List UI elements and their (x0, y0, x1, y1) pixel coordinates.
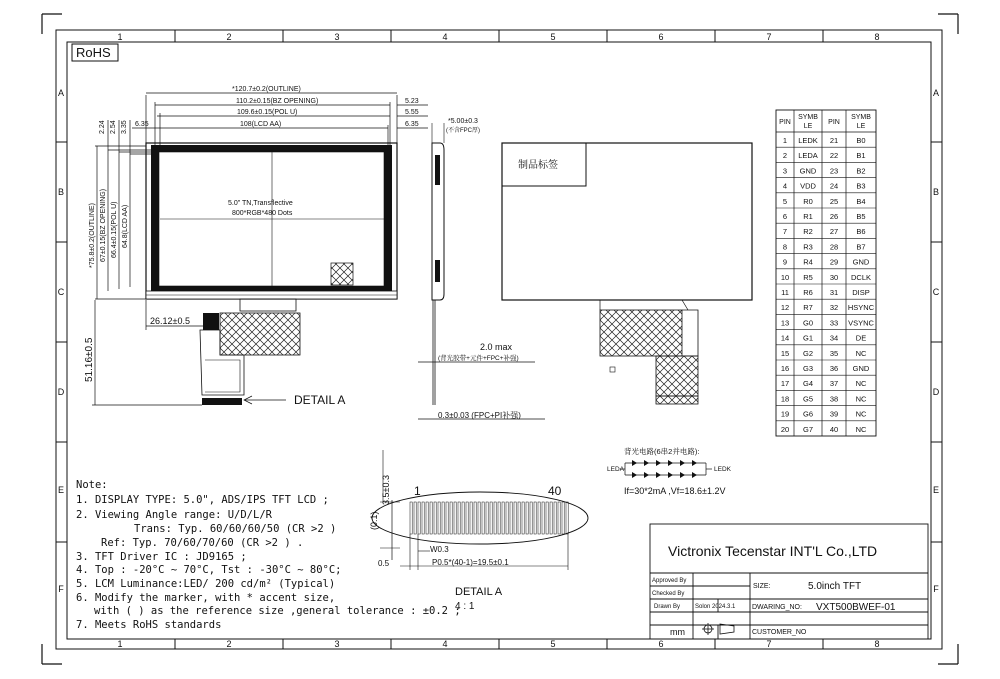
detail-pin (502, 502, 504, 534)
pin-table-cell: B2 (856, 166, 866, 176)
pin-table-cell: 34 (829, 333, 839, 343)
approved-by: Approved By (652, 578, 687, 584)
dim-fpc-offset: 26.12±0.5 (150, 316, 190, 326)
pin-table-cell: GND (852, 364, 870, 373)
pin-table-cell: R6 (803, 288, 813, 297)
col-label-1-bottom: 1 (117, 639, 123, 649)
pin-table-cell: 36 (829, 364, 839, 373)
pin-table-cell: 7 (782, 227, 788, 237)
detail-pin (498, 502, 500, 534)
pin-table-cell: VSYNC (848, 318, 874, 328)
detail-pin (518, 502, 520, 534)
pin-table-cell: 40 (829, 424, 839, 434)
note-line-3: Trans: Typ. 60/60/60/50 (CR >2 ) (134, 523, 337, 535)
row-label-d: D (57, 387, 65, 397)
pin-table-cell: DE (855, 333, 867, 343)
dim-thickness: *5.00±0.3 (448, 118, 478, 125)
detail-pin (458, 502, 460, 534)
dim-aa-height: 64.8(LCD AA) (122, 204, 129, 248)
pin-table-cell: G0 (802, 318, 814, 328)
dim-bz-width: 110.2±0.15(BZ OPENING) (236, 98, 319, 105)
title-block (650, 524, 928, 639)
pin-table-cell: B3 (856, 181, 866, 191)
row-label-b: B (57, 187, 65, 197)
pin-table-cell: G7 (802, 424, 814, 434)
pin-table-cell: 19 (780, 409, 790, 419)
pin-table-cell: DCLK (850, 272, 872, 282)
detail-d05: 0.5 (378, 559, 390, 568)
row-label-f: F (58, 584, 64, 594)
notes (76, 479, 461, 631)
pin-table-cell: 13 (780, 318, 790, 328)
row-label-a: A (57, 88, 65, 98)
detail-pin (422, 502, 424, 534)
detail-pin (554, 502, 556, 534)
note-line-6: 4. Top : -20°C ~ 70°C, Tst : -30°C ~ 80°C; (76, 564, 342, 576)
dim-r-635: 6.35 (405, 121, 419, 128)
pin-table-cell: G5 (802, 394, 814, 404)
pin-table-header: SYMB LE (798, 114, 818, 130)
detail-w03: W0.3 (430, 545, 449, 554)
dim-pol-width: 109.6±0.15(POL U) (237, 109, 298, 116)
dim-outline-height: *75.8±0.2(OUTLINE) (89, 203, 96, 268)
pin-table-cell: R1 (803, 212, 813, 221)
drawn-name: Solon 2024.3.1 (695, 604, 736, 610)
detail-pin (494, 502, 496, 534)
col-label-1: 1 (117, 32, 123, 42)
pin-table-cell: G2 (802, 348, 814, 358)
dim-max-thickness: 2.0 max (480, 342, 513, 352)
pin-table-cell: 17 (780, 379, 790, 389)
size-value: 5.0inch TFT (808, 581, 862, 592)
pin-table-cell: 29 (829, 257, 839, 267)
row-label-f-right: F (933, 584, 939, 594)
detail-scale: 4 : 1 (455, 601, 475, 612)
note-line-5: 3. TFT Driver IC : JD9165 ; (76, 551, 247, 563)
backlight-spec: If=30*2mA ,Vf=18.6±1.2V (624, 486, 726, 496)
detail-pitch: P0.5*(40-1)=19.5±0.1 (432, 558, 509, 567)
dim-l-335: 3.35 (121, 120, 128, 134)
backlight-circuit (607, 446, 732, 496)
detail-pin (466, 502, 468, 534)
pin-table-cell: B5 (856, 212, 866, 221)
pin-table-cell: 26 (829, 212, 839, 221)
dim-thickness-note: (不含FPC厚) (446, 128, 480, 134)
col-label-4: 4 (442, 32, 448, 42)
panel-type-label: 5.0" TN,Transflective (228, 200, 293, 207)
col-label-5: 5 (550, 32, 556, 42)
pin-table-cell: G1 (802, 333, 814, 343)
row-label-a-right: A (932, 88, 940, 98)
row-label-d-right: D (932, 387, 940, 397)
note-line-1: 1. DISPLAY TYPE: 5.0", ADS/IPS TFT LCD ; (76, 494, 329, 506)
checked-by: Checked By (652, 591, 685, 597)
detail-pin (470, 502, 472, 534)
pin-table-cell: 27 (829, 227, 839, 237)
notes-header: Note: (76, 479, 108, 491)
ledk-label: LEDK (714, 466, 731, 473)
detail-pin (442, 502, 444, 534)
detail-pin (486, 502, 488, 534)
pin-table-cell: 8 (782, 242, 788, 252)
back-view (502, 143, 752, 404)
col-label-2-bottom: 2 (226, 639, 232, 649)
note-line-10: 7. Meets RoHS standards (76, 619, 222, 631)
pin-table-cell: 1 (782, 136, 788, 145)
drawing-no-label: DWARING_NO: (752, 604, 802, 611)
detail-title: DETAIL A (455, 586, 503, 598)
detail-a-callout: DETAIL A (294, 393, 346, 407)
pin-table-cell: B0 (856, 136, 866, 145)
row-label-c: C (57, 287, 65, 297)
dim-aa-width: 108(LCD AA) (240, 121, 282, 128)
pin-table-cell: 14 (780, 333, 790, 343)
pin-table-header: PIN (779, 119, 791, 126)
dim-fpc-length: 51.16±0.5 (84, 337, 95, 382)
pin-table-cell: LEDA (798, 151, 818, 161)
col-label-8: 8 (874, 32, 880, 42)
front-view (84, 86, 428, 407)
pin-table-cell: G3 (802, 364, 814, 373)
pin-table-cell: 32 (829, 303, 839, 313)
pin-table-cell: B1 (856, 151, 866, 161)
col-label-5-bottom: 5 (550, 639, 556, 649)
col-label-2: 2 (226, 32, 232, 42)
leda-label: LEDA (607, 466, 624, 473)
pin-table-cell: HSYNC (847, 303, 875, 313)
detail-pin (542, 502, 544, 534)
pin-table-cell: 11 (781, 288, 789, 297)
row-label-e-right: E (932, 485, 940, 495)
detail-pin (490, 502, 492, 534)
detail-pin (462, 502, 464, 534)
detail-pin (474, 502, 476, 534)
detail-pin (526, 502, 528, 534)
detail-pin (430, 502, 432, 534)
col-label-3: 3 (334, 32, 340, 42)
dim-bz-height: 67±0.15(BZ OPENING) (100, 188, 107, 262)
pin-table-cell: 16 (780, 364, 790, 373)
row-label-e: E (57, 485, 65, 495)
pin-table-cell: 2 (782, 151, 788, 161)
detail-pin (450, 502, 452, 534)
pin-table-cell: 28 (829, 242, 839, 252)
detail-pin (454, 502, 456, 534)
pin-table-header: SYMB LE (851, 114, 871, 130)
detail-pin (482, 502, 484, 534)
detail-pin (506, 502, 508, 534)
row-label-b-right: B (932, 187, 940, 197)
detail-pin (522, 502, 524, 534)
pin-table-cell: NC (855, 394, 867, 404)
pin-table-cell: 35 (829, 348, 839, 358)
drawing-no-value: VXT500BWEF-01 (816, 602, 896, 613)
detail-pin40: 40 (548, 484, 562, 498)
pin-table-cell: LEDK (798, 136, 818, 145)
dim-pol-height: 66.4±0.15(POL U) (111, 201, 118, 258)
col-label-6: 6 (658, 32, 664, 42)
note-line-9: with ( ) as the reference size ,general tolerance : ±0.2 ; (94, 605, 461, 617)
pin-table-cell: 10 (780, 272, 790, 282)
pin-table-cell: DISP (852, 288, 870, 297)
pin-table-cell: R5 (803, 272, 813, 282)
pin-table-cell: VDD (800, 181, 816, 191)
row-label-c-right: C (932, 287, 940, 297)
detail-pin (434, 502, 436, 534)
detail-pin (514, 502, 516, 534)
pin-table-cell: R0 (803, 196, 813, 206)
note-line-8: 6. Modify the marker, with * accent size, (76, 592, 336, 604)
detail-pin (530, 502, 532, 534)
pin-table-cell: R3 (803, 242, 813, 252)
rohs-label: RoHS (76, 45, 111, 60)
pin-table-cell: 33 (829, 318, 839, 328)
detail-pin (426, 502, 428, 534)
col-label-7-bottom: 7 (766, 639, 772, 649)
pin-table-cell: 24 (829, 181, 839, 191)
size-label: SIZE: (753, 583, 771, 590)
detail-pin (538, 502, 540, 534)
col-label-7: 7 (766, 32, 772, 42)
detail-pin (534, 502, 536, 534)
pin-table-cell: 37 (829, 379, 839, 389)
detail-pin (438, 502, 440, 534)
pin-table-cell: GND (852, 257, 870, 267)
pin-table-cell: 38 (829, 394, 839, 404)
pin-table-cell: NC (855, 424, 867, 434)
col-label-6-bottom: 6 (658, 639, 664, 649)
company-name: Victronix Tecenstar INT'L Co.,LTD (668, 543, 878, 559)
detail-pin (414, 502, 416, 534)
col-label-4-bottom: 4 (442, 639, 448, 649)
label-sticker: 制品标签 (518, 160, 558, 171)
detail-t01: (0.1) (369, 511, 379, 530)
pin-table-cell: R2 (803, 227, 813, 237)
pin-table-cell: B6 (856, 227, 866, 237)
pin-table-cell: 30 (829, 272, 839, 282)
pin-table-cell: 18 (780, 394, 790, 404)
detail-pin (550, 502, 552, 534)
dim-l-254: 2.54 (110, 120, 117, 134)
pin-table-cell: 3 (782, 166, 788, 176)
pin-table-header: PIN (828, 119, 840, 126)
note-line-2: 2. Viewing Angle range: U/D/L/R (76, 509, 272, 521)
col-label-8-bottom: 8 (874, 639, 880, 649)
dim-outline-width: *120.7±0.2(OUTLINE) (232, 86, 301, 93)
dim-fpc-thickness: 0.3±0.03 (FPC+PI补强) (438, 411, 521, 420)
pin-table-cell: G4 (802, 379, 814, 389)
dim-r-523: 5.23 (405, 98, 419, 105)
pin-table-cell: B4 (856, 196, 866, 206)
pin-table-cell: R4 (803, 257, 813, 267)
detail-pin (418, 502, 420, 534)
pin-table (776, 110, 876, 436)
pin-table-cell: 20 (780, 424, 790, 434)
pin-table-cell: 23 (829, 166, 839, 176)
pin-table-cell: 6 (782, 212, 788, 221)
detail-pin (410, 502, 412, 534)
pin-table-cell: NC (855, 409, 867, 419)
pin-table-cell: GND (799, 166, 817, 176)
drawn-by: Drawn By (654, 604, 681, 610)
dim-r-555: 5.55 (405, 109, 419, 116)
dim-left-aa: 6.35 (135, 121, 149, 128)
detail-pin (562, 502, 564, 534)
detail-pin (478, 502, 480, 534)
pin-table-cell: 25 (829, 196, 839, 206)
dim-max-note: (背光胶带+元件+FPC+补强) (438, 355, 519, 362)
detail-pins (410, 502, 568, 534)
pin-table-cell: 15 (780, 348, 790, 358)
customer-no-label: CUSTOMER_NO (752, 629, 807, 636)
pin-table-cell: 5 (782, 196, 788, 206)
detail-a (369, 450, 588, 612)
pin-table-cell: 12 (780, 303, 790, 313)
detail-pin (546, 502, 548, 534)
panel-resolution-label: 800*RGB*480 Dots (232, 210, 293, 217)
pin-table-cell: NC (855, 348, 867, 358)
pin-table-cell: 39 (829, 409, 839, 419)
pin-table-cell: R7 (803, 303, 813, 313)
pin-table-cell: 22 (829, 151, 839, 161)
note-line-7: 5. LCM Luminance:LED/ 200 cd/m² (Typical) (76, 578, 336, 590)
note-line-4: Ref: Typ. 70/60/70/60 (CR >2 ) . (101, 537, 304, 549)
dim-l-224: 2.24 (99, 120, 106, 134)
pin-table-cell: 9 (782, 257, 788, 267)
pin-table-cell: 4 (782, 181, 788, 191)
detail-pin (558, 502, 560, 534)
detail-pin1: 1 (414, 484, 421, 498)
pin-table-cell: 21 (829, 136, 839, 145)
backlight-title: 背光电路(6串2并电路): (624, 447, 700, 456)
col-label-3-bottom: 3 (334, 639, 340, 649)
pin-table-cell: G6 (802, 409, 814, 419)
detail-pin (446, 502, 448, 534)
pin-table-cell: B7 (856, 242, 866, 252)
pin-table-cell: 31 (829, 288, 839, 297)
unit-label: mm (670, 627, 685, 637)
detail-pin (566, 502, 568, 534)
detail-height: 3.5±0.3 (381, 475, 391, 505)
detail-pin (510, 502, 512, 534)
pin-table-cell: NC (855, 379, 867, 389)
